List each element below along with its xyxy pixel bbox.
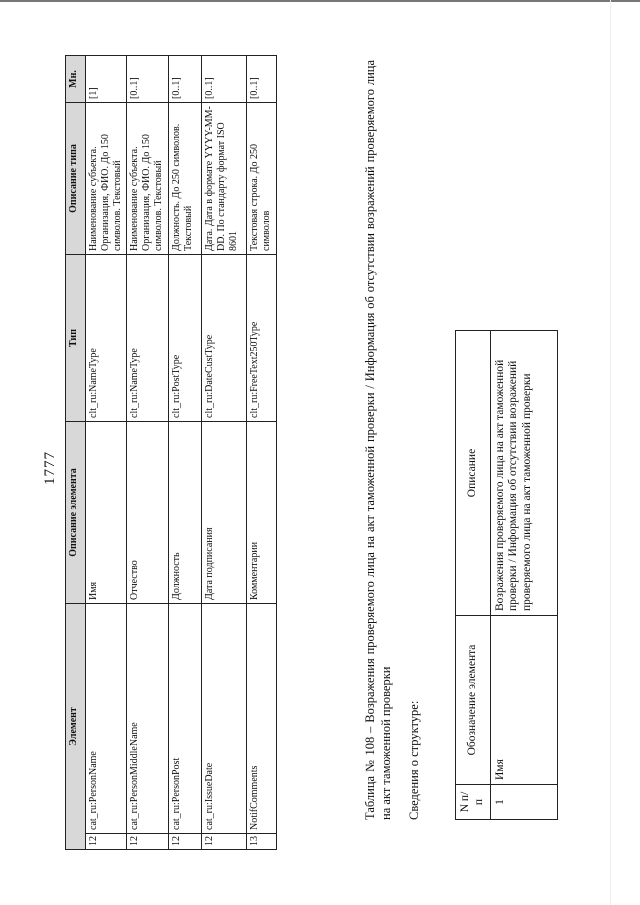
header-type: Тип	[66, 255, 86, 422]
element-desc: Должность	[169, 422, 202, 604]
element-name: cat_ru:IssueDate	[202, 604, 247, 834]
multiplicity: [0..1]	[169, 56, 202, 103]
header-description: Описание	[456, 331, 491, 616]
row-number: 12	[202, 834, 247, 850]
type-desc: Дата. Дата в формате YYYY-MM-DD. По стандарту формат ISO 8601	[202, 103, 247, 255]
element-desc: Комментарии	[247, 422, 277, 604]
table-caption: Таблица № 108 – Возражения проверяемого лица на акт таможенной проверки / Информация об отсутствии возражений проверяемого лица на акт таможенной проверки	[363, 60, 393, 820]
page-number: 1777	[42, 451, 58, 485]
element-name: cat_ru:PersonName	[86, 604, 127, 834]
header-element: Элемент	[66, 604, 86, 850]
multiplicity: [1]	[86, 56, 127, 103]
table-row	[247, 56, 277, 850]
designation: Имя	[490, 616, 557, 785]
element-type: clt_ru:FreeText250Type	[247, 255, 277, 422]
table-row	[127, 56, 169, 850]
element-type: clt_ru:DateCustType	[202, 255, 247, 422]
row-number: 12	[86, 834, 127, 850]
header-number: N п/п	[456, 785, 491, 820]
multiplicity: [0..1]	[202, 56, 247, 103]
element-type: clt_ru:NameType	[127, 255, 169, 422]
element-desc: Дата подписания	[202, 422, 247, 604]
header-designation: Обозначение элемента	[456, 616, 491, 785]
table-row	[490, 331, 557, 820]
header-multiplicity: Мн.	[66, 56, 86, 103]
type-desc: Наименование субъекта. Организация, ФИО. До 150 символов. Текстовый	[127, 103, 169, 255]
header-element-desc: Описание элемента	[66, 422, 86, 604]
element-name: cat_ru:PersonPost	[169, 604, 202, 834]
element-name: cat_ru:PersonMiddleName	[127, 604, 169, 834]
element-type: clt_ru:PostType	[169, 255, 202, 422]
table-row	[86, 56, 127, 850]
element-desc: Имя	[86, 422, 127, 604]
structure-title: Сведения о структуре:	[407, 700, 421, 820]
table-row	[169, 56, 202, 850]
row-number: 1	[490, 785, 557, 820]
row-number: 13	[247, 834, 277, 850]
type-desc: Текстовая строка. До 250 символов	[247, 103, 277, 255]
multiplicity: [0..1]	[127, 56, 169, 103]
multiplicity: [0..1]	[247, 56, 277, 103]
header-type-desc: Описание типа	[66, 103, 86, 255]
element-desc: Отчество	[127, 422, 169, 604]
element-type: clt_ru:NameType	[86, 255, 127, 422]
structure-table-header	[456, 331, 491, 820]
type-desc: Должность. До 250 символов. Текстовый	[169, 103, 202, 255]
type-desc: Наименование субъекта. Организация, ФИО. До 150 символов. Текстовый	[86, 103, 127, 255]
elements-table	[65, 55, 277, 850]
description: Возражения проверяемого лица на акт таможенной проверки / Информация об отсутствии возражений проверяемого лица на акт таможенной проверки	[490, 331, 557, 616]
table-row	[202, 56, 247, 850]
row-number: 12	[127, 834, 169, 850]
element-name: NotifComments	[247, 604, 277, 834]
elements-table-header	[66, 56, 86, 850]
structure-table	[455, 330, 558, 820]
row-number: 12	[169, 834, 202, 850]
